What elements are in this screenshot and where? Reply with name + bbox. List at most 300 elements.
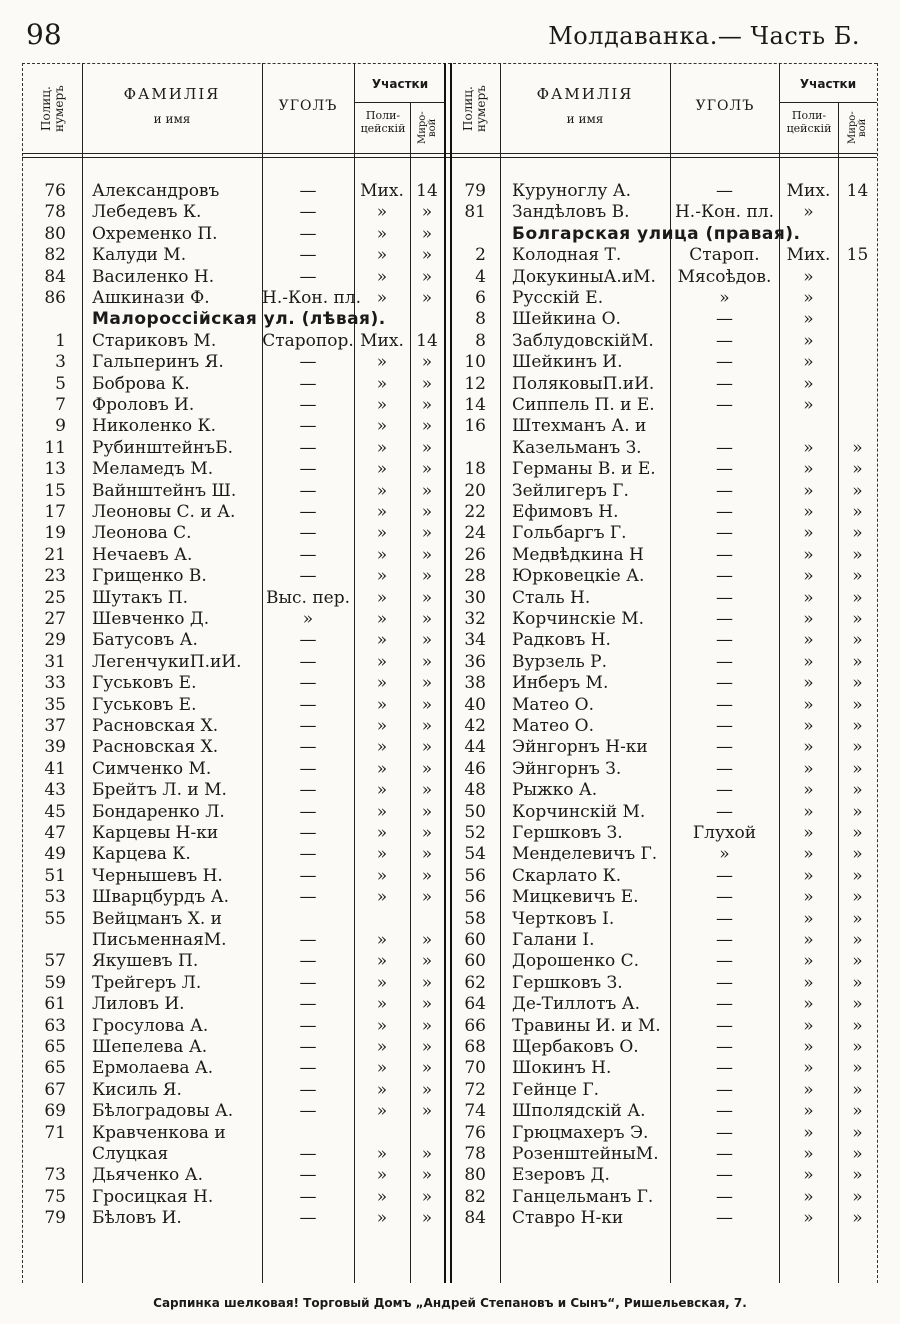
- police-precinct: »: [376, 1079, 388, 1100]
- magistrate-precinct: »: [421, 609, 433, 629]
- corner-street: »: [302, 609, 314, 629]
- house-number: 8: [475, 309, 486, 330]
- magistrate-precinct: »: [421, 223, 433, 244]
- magistrate-precinct: 14: [846, 181, 869, 201]
- resident-name: Грюцмахеръ Э.: [512, 1122, 649, 1143]
- resident-name: Расновская Х.: [92, 737, 219, 758]
- house-number: 36: [464, 651, 486, 672]
- corner-street: —: [299, 523, 317, 544]
- police-precinct: »: [376, 223, 388, 244]
- precinct-split-rule-right: [779, 102, 877, 103]
- police-precinct: »: [376, 1058, 388, 1079]
- police-precinct: »: [803, 566, 814, 587]
- corner-street: —: [716, 373, 733, 394]
- house-number: 16: [464, 416, 486, 437]
- corner-street: —: [716, 887, 733, 908]
- house-number: 81: [464, 202, 486, 223]
- police-precinct: »: [376, 202, 388, 223]
- police-precinct: »: [803, 1208, 814, 1229]
- house-number: 46: [464, 758, 486, 779]
- police-precinct: »: [376, 758, 388, 779]
- house-number: 64: [464, 994, 486, 1015]
- resident-name: Сталь Н.: [512, 587, 591, 608]
- police-precinct: »: [376, 1144, 388, 1164]
- resident-name: Шейкина О.: [512, 309, 621, 330]
- house-number: 67: [44, 1079, 66, 1100]
- house-number: 3: [55, 352, 66, 373]
- resident-name: Шепелева А.: [92, 1037, 208, 1057]
- police-precinct: »: [803, 1037, 814, 1057]
- magistrate-precinct: »: [852, 908, 863, 929]
- house-number: 35: [44, 694, 66, 715]
- resident-name: Чернышевъ Н.: [92, 865, 223, 886]
- house-number: 22: [464, 502, 486, 522]
- house-number: 55: [44, 908, 66, 929]
- resident-name: Юрковецкіе А.: [512, 566, 645, 587]
- magistrate-precinct: »: [852, 801, 863, 822]
- resident-name: Матео О.: [512, 716, 594, 736]
- police-precinct: »: [376, 373, 388, 394]
- magistrate-precinct: »: [852, 758, 863, 779]
- police-precinct: »: [803, 309, 814, 330]
- corner-street: —: [716, 1165, 733, 1186]
- magistrate-precinct: »: [421, 737, 433, 758]
- police-precinct: »: [376, 480, 388, 501]
- house-number: 73: [44, 1165, 66, 1186]
- police-precinct: »: [376, 823, 388, 843]
- house-number: 45: [44, 801, 66, 822]
- house-number: 13: [44, 459, 66, 480]
- police-precinct: Мих.: [360, 181, 404, 201]
- magistrate-precinct: »: [852, 780, 863, 801]
- house-number: 40: [464, 694, 486, 715]
- police-precinct: »: [376, 994, 388, 1015]
- police-precinct: »: [376, 844, 388, 865]
- corner-street: —: [299, 651, 317, 672]
- police-precinct: »: [803, 1079, 814, 1100]
- police-precinct: »: [803, 844, 814, 865]
- resident-name: Шейкинъ И.: [512, 352, 623, 373]
- police-precinct: »: [803, 523, 814, 544]
- corner-street: —: [716, 694, 733, 715]
- resident-name: Слуцкая: [92, 1144, 169, 1164]
- resident-name: Батусовъ А.: [92, 630, 198, 651]
- house-number: 27: [44, 609, 66, 629]
- header-magistrate: [412, 105, 444, 151]
- resident-name: Александровъ: [92, 181, 220, 201]
- corner-street: —: [716, 994, 733, 1015]
- police-precinct: »: [376, 523, 388, 544]
- header-magistrate-text: Миро- вой: [417, 111, 438, 145]
- resident-name: Ермолаева А.: [92, 1058, 214, 1079]
- police-precinct: »: [803, 908, 814, 929]
- resident-name: Шутакъ П.: [92, 587, 189, 608]
- house-number: 69: [44, 1101, 66, 1122]
- police-precinct: »: [376, 951, 388, 972]
- header-precincts: Участки: [371, 77, 429, 91]
- police-precinct: »: [803, 801, 814, 822]
- police-precinct: »: [376, 972, 388, 993]
- resident-name: Германы В. и Е.: [512, 459, 656, 480]
- corner-street: —: [299, 502, 317, 522]
- resident-name: Дорошенко С.: [512, 951, 640, 972]
- magistrate-precinct: »: [421, 1165, 433, 1186]
- resident-name: Бѣловъ И.: [92, 1208, 182, 1229]
- magistrate-precinct: »: [421, 395, 433, 415]
- header-surname-right-line1: ФАМИЛІЯ: [536, 85, 634, 103]
- house-number: 37: [44, 716, 66, 736]
- corner-street: —: [299, 352, 317, 373]
- corner-street: —: [716, 309, 733, 330]
- resident-name: Матео О.: [512, 694, 594, 715]
- magistrate-precinct: »: [421, 694, 433, 715]
- magistrate-precinct: »: [421, 758, 433, 779]
- house-number: 50: [464, 801, 486, 822]
- corner-street: —: [299, 1079, 317, 1100]
- resident-name: Гершковъ З.: [512, 972, 623, 993]
- magistrate-precinct: »: [421, 651, 433, 672]
- corner-street: —: [299, 994, 317, 1015]
- corner-street: —: [716, 1058, 733, 1079]
- police-precinct: »: [803, 587, 814, 608]
- magistrate-precinct: »: [852, 994, 863, 1015]
- resident-name: Скарлато К.: [512, 865, 622, 886]
- corner-street: —: [716, 908, 733, 929]
- header-house-number: [26, 66, 80, 152]
- resident-name: Гросицкая Н.: [92, 1186, 214, 1207]
- police-precinct: Мих.: [360, 330, 404, 351]
- police-precinct: »: [803, 865, 814, 886]
- house-number: 65: [44, 1058, 66, 1079]
- house-number: 80: [464, 1165, 486, 1186]
- house-number: 58: [464, 908, 486, 929]
- house-number: 18: [464, 459, 486, 480]
- magistrate-precinct: »: [852, 566, 863, 587]
- house-number: 9: [55, 416, 66, 437]
- corner-street: —: [716, 801, 733, 822]
- magistrate-precinct: »: [421, 202, 433, 223]
- corner-street: Глухой: [692, 823, 757, 843]
- police-precinct: »: [803, 737, 814, 758]
- header-magistrate-right: [840, 105, 876, 151]
- corner-street: —: [299, 801, 317, 822]
- house-number: 41: [44, 758, 66, 779]
- resident-name: Колодная Т.: [512, 245, 622, 266]
- magistrate-precinct: »: [852, 1037, 863, 1057]
- resident-name: Русскій Е.: [512, 288, 604, 308]
- police-precinct: »: [376, 245, 388, 266]
- corner-street: —: [299, 930, 317, 950]
- police-precinct: »: [803, 780, 814, 801]
- magistrate-precinct: »: [852, 587, 863, 608]
- resident-name: Штехманъ А. и: [512, 416, 647, 437]
- resident-name: Лебедевъ К.: [92, 202, 202, 223]
- magistrate-precinct: »: [421, 502, 433, 522]
- resident-name: Карцевы Н-ки: [92, 823, 219, 843]
- corner-street: —: [716, 951, 733, 972]
- police-precinct: »: [376, 416, 388, 437]
- magistrate-precinct: »: [421, 1144, 433, 1164]
- magistrate-precinct: »: [421, 1208, 433, 1229]
- magistrate-precinct: »: [852, 673, 863, 694]
- police-precinct: »: [803, 202, 814, 223]
- house-number: 23: [44, 566, 66, 587]
- house-number: 71: [44, 1122, 66, 1143]
- corner-street: —: [299, 437, 317, 458]
- corner-street: —: [299, 716, 317, 736]
- page-number: 98: [26, 18, 62, 51]
- resident-name: Зандѣловъ В.: [512, 202, 630, 223]
- corner-street: Староп.: [689, 245, 760, 266]
- corner-street: —: [716, 972, 733, 993]
- magistrate-precinct: »: [852, 437, 863, 458]
- police-precinct: »: [376, 352, 388, 373]
- magistrate-precinct: »: [421, 1079, 433, 1100]
- house-number: 25: [44, 587, 66, 608]
- corner-street: —: [299, 758, 317, 779]
- resident-name: Шварцбурдъ А.: [92, 887, 230, 908]
- police-precinct: »: [803, 544, 814, 565]
- corner-street: —: [299, 459, 317, 480]
- corner-street: —: [716, 1144, 733, 1164]
- police-precinct: »: [803, 1101, 814, 1122]
- resident-name: Бѣлоградовы А.: [92, 1101, 234, 1122]
- magistrate-precinct: »: [852, 1186, 863, 1207]
- corner-street: —: [299, 737, 317, 758]
- resident-name: Чертковъ І.: [512, 908, 615, 929]
- house-number: 53: [44, 887, 66, 908]
- house-number: 38: [464, 673, 486, 694]
- magistrate-precinct: »: [421, 1186, 433, 1207]
- police-precinct: »: [376, 437, 388, 458]
- resident-name: Корчинскій М.: [512, 801, 646, 822]
- resident-name: Брейтъ Л. и М.: [92, 780, 227, 801]
- police-precinct: »: [803, 694, 814, 715]
- resident-name: Гросулова А.: [92, 1015, 209, 1036]
- resident-name: Шполядскій А.: [512, 1101, 646, 1122]
- resident-name: Калуди М.: [92, 245, 187, 266]
- police-precinct: »: [376, 737, 388, 758]
- house-number: 82: [44, 245, 66, 266]
- police-precinct: »: [376, 887, 388, 908]
- police-precinct: »: [376, 609, 388, 629]
- resident-name: Зейлигеръ Г.: [512, 480, 629, 501]
- corner-street: —: [716, 330, 733, 351]
- table-left-border: [22, 63, 23, 1283]
- header-surname-right: [502, 86, 668, 127]
- corner-street: —: [299, 395, 317, 415]
- police-precinct: »: [376, 694, 388, 715]
- magistrate-precinct: »: [421, 673, 433, 694]
- police-precinct: »: [376, 502, 388, 522]
- magistrate-precinct: »: [852, 972, 863, 993]
- resident-name: Сиппель П. и Е.: [512, 395, 655, 415]
- house-number: 62: [464, 972, 486, 993]
- magistrate-precinct: »: [421, 1058, 433, 1079]
- resident-name: Шевченко Д.: [92, 609, 210, 629]
- house-number: 15: [44, 480, 66, 501]
- house-number: 2: [475, 245, 486, 266]
- magistrate-precinct: »: [421, 844, 433, 865]
- police-precinct: »: [803, 630, 814, 651]
- police-precinct: »: [803, 395, 814, 415]
- corner-street: —: [299, 544, 317, 565]
- resident-name: Василенко Н.: [92, 266, 215, 287]
- header-surname-right-line2: и имя: [566, 112, 604, 127]
- magistrate-precinct: »: [852, 651, 863, 672]
- corner-street: —: [716, 930, 733, 950]
- corner-street: —: [299, 673, 317, 694]
- police-precinct: »: [803, 1186, 814, 1207]
- magistrate-precinct: »: [421, 266, 433, 287]
- resident-name: Езеровъ Д.: [512, 1165, 610, 1186]
- house-number: 42: [464, 716, 486, 736]
- resident-name: Гуськовъ Е.: [92, 673, 197, 694]
- house-number: 21: [44, 544, 66, 565]
- house-number: 33: [44, 673, 66, 694]
- police-precinct: »: [376, 1165, 388, 1186]
- table-right-border: [877, 63, 878, 1283]
- corner-street: —: [299, 844, 317, 865]
- police-precinct: »: [376, 395, 388, 415]
- header-corner-right-text: УГОЛЪ: [695, 98, 755, 114]
- corner-street: Н.-Кон. пл.: [262, 288, 362, 308]
- house-number: 17: [44, 502, 66, 522]
- police-precinct: »: [803, 1122, 814, 1143]
- corner-street: —: [299, 416, 317, 437]
- house-number: 51: [44, 865, 66, 886]
- house-number: 84: [464, 1208, 486, 1229]
- resident-name: Гершковъ З.: [512, 823, 623, 843]
- resident-name: Ашкинази Ф.: [92, 288, 210, 308]
- resident-name: Боброва К.: [92, 373, 190, 394]
- header-house-number-right: [452, 66, 498, 152]
- magistrate-precinct: 15: [846, 245, 869, 266]
- resident-name: Дьяченко А.: [92, 1165, 203, 1186]
- magistrate-precinct: »: [421, 1015, 433, 1036]
- resident-name: Меламедъ М.: [92, 459, 214, 480]
- police-precinct: »: [376, 544, 388, 565]
- magistrate-precinct: »: [421, 373, 433, 394]
- magistrate-precinct: »: [421, 951, 433, 972]
- resident-name: Якушевъ П.: [92, 951, 199, 972]
- house-number: 14: [464, 395, 486, 415]
- police-precinct: »: [803, 352, 814, 373]
- corner-street: —: [299, 181, 317, 201]
- corner-street: —: [299, 566, 317, 587]
- house-number: 68: [464, 1037, 486, 1057]
- resident-name: Стариковъ М.: [92, 330, 217, 351]
- police-precinct: »: [803, 651, 814, 672]
- resident-name: Ганцельманъ Г.: [512, 1186, 654, 1207]
- magistrate-precinct: »: [852, 459, 863, 480]
- magistrate-precinct: »: [852, 609, 863, 629]
- police-precinct: »: [803, 972, 814, 993]
- police-precinct: »: [803, 437, 814, 458]
- house-number: 4: [475, 266, 486, 287]
- corner-street: —: [716, 502, 733, 522]
- resident-name: Ставро Н-ки: [512, 1208, 624, 1229]
- house-number: 57: [44, 951, 66, 972]
- magistrate-precinct: »: [852, 694, 863, 715]
- house-number: 39: [44, 737, 66, 758]
- police-precinct: »: [376, 801, 388, 822]
- house-number: 47: [44, 823, 66, 843]
- resident-name: ПоляковыП.иИ.: [512, 373, 655, 394]
- corner-street: —: [299, 1058, 317, 1079]
- police-precinct: »: [803, 716, 814, 736]
- resident-name: Радковъ Н.: [512, 630, 611, 651]
- corner-street: —: [299, 780, 317, 801]
- magistrate-precinct: »: [852, 502, 863, 522]
- resident-name: Вайнштейнъ Ш.: [92, 480, 237, 501]
- magistrate-precinct: »: [421, 972, 433, 993]
- header-house-number-text: Полиц. нумеръ: [38, 85, 66, 133]
- magistrate-precinct: »: [421, 480, 433, 501]
- magistrate-precinct: 14: [416, 181, 438, 201]
- house-number: 76: [464, 1122, 486, 1143]
- header-magistrate-right-text: Миро- вой: [847, 111, 868, 145]
- corner-street: Старопор.: [262, 330, 354, 351]
- corner-street: —: [716, 523, 733, 544]
- police-precinct: »: [376, 1101, 388, 1122]
- resident-name: Трейгеръ Л.: [92, 972, 202, 993]
- resident-name: РубинштейнъБ.: [92, 437, 233, 458]
- corner-street: —: [299, 1101, 317, 1122]
- header-police: Поли- цейскій: [360, 109, 406, 135]
- magistrate-precinct: »: [421, 630, 433, 651]
- footer-advertisement: Сарпинка шелковая! Торговый Домъ „Андрей Степановъ и Сынъ“, Ришельевская, 7.: [153, 1296, 747, 1310]
- magistrate-precinct: »: [852, 1208, 863, 1229]
- resident-name: Шокинъ Н.: [512, 1058, 612, 1079]
- resident-name: Грищенко В.: [92, 566, 207, 587]
- resident-name: Галани І.: [512, 930, 595, 950]
- resident-name: Инберъ М.: [512, 673, 609, 694]
- magistrate-precinct: »: [852, 716, 863, 736]
- magistrate-precinct: »: [852, 737, 863, 758]
- resident-name: Леонова С.: [92, 523, 192, 544]
- magistrate-precinct: »: [421, 587, 433, 608]
- resident-name: Эйнгорнъ З.: [512, 758, 622, 779]
- resident-name: ПисьменнаяМ.: [92, 930, 227, 950]
- police-precinct: »: [803, 758, 814, 779]
- house-number: 61: [44, 994, 66, 1015]
- corner-street: —: [299, 630, 317, 651]
- corner-street: —: [716, 1208, 733, 1229]
- house-number: 79: [44, 1208, 66, 1229]
- police-precinct: »: [376, 566, 388, 587]
- corner-street: —: [716, 651, 733, 672]
- header-police-right: Поли- цейскій: [786, 109, 832, 135]
- corner-street: —: [716, 395, 733, 415]
- house-number: 10: [464, 352, 486, 373]
- magistrate-precinct: »: [421, 801, 433, 822]
- police-precinct: »: [803, 288, 814, 308]
- corner-street: —: [716, 437, 733, 458]
- house-number: 6: [475, 288, 486, 308]
- magistrate-precinct: »: [421, 416, 433, 437]
- magistrate-precinct: »: [852, 823, 863, 843]
- house-number: 60: [464, 930, 486, 950]
- police-precinct: »: [376, 651, 388, 672]
- police-precinct: »: [803, 1165, 814, 1186]
- police-precinct: »: [376, 288, 388, 308]
- police-precinct: Мих.: [786, 245, 831, 266]
- magistrate-precinct: »: [421, 930, 433, 950]
- magistrate-precinct: »: [421, 865, 433, 886]
- magistrate-precinct: »: [421, 544, 433, 565]
- header-surname-line1: ФАМИЛІЯ: [123, 85, 221, 103]
